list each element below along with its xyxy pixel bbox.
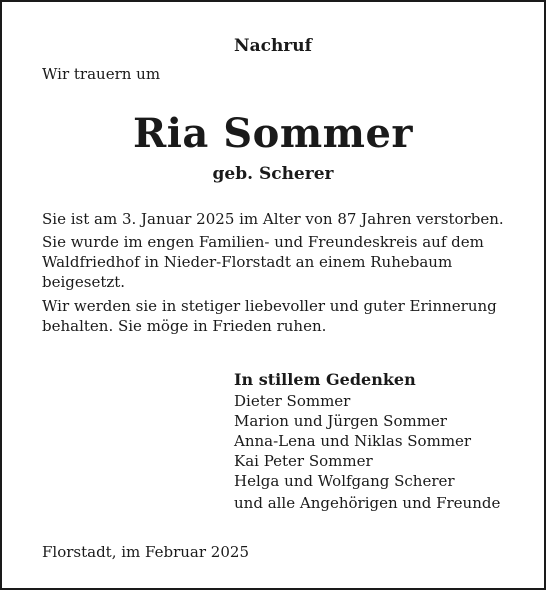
mourner-name: Marion und Jürgen Sommer (234, 412, 447, 430)
paragraph-burial: Sie wurde im engen Familien- und Freundeskreis auf dem Waldfriedhof in Nieder-Florstadt an einem Ruhebaum beigesetzt. (42, 233, 484, 291)
mourner-name: Dieter Sommer (234, 392, 351, 410)
place-date: Florstadt, im Februar 2025 (42, 543, 249, 561)
mourners-heading: In stillem Gedenken (234, 370, 416, 389)
paragraph-death-date: Sie ist am 3. Januar 2025 im Alter von 87 Jahren verstorben. (42, 210, 504, 228)
intro-text: Wir trauern um (42, 65, 161, 83)
deceased-name: Ria Sommer (132, 110, 414, 157)
notice-header: Nachruf (234, 36, 312, 56)
mourners-block (234, 370, 471, 491)
mourner-name: Helga und Wolfgang Scherer (234, 472, 455, 490)
maiden-name: geb. Scherer (212, 164, 334, 184)
closing-line: und alle Angehörigen und Freunde (234, 494, 501, 512)
mourner-name: Anna-Lena und Niklas Sommer (234, 432, 472, 450)
paragraph-remembrance: Wir werden sie in stetiger liebevoller und guter Erinnerung behalten. Sie möge in Frieden ruhen. (42, 297, 497, 335)
mourner-name: Kai Peter Sommer (234, 452, 373, 470)
